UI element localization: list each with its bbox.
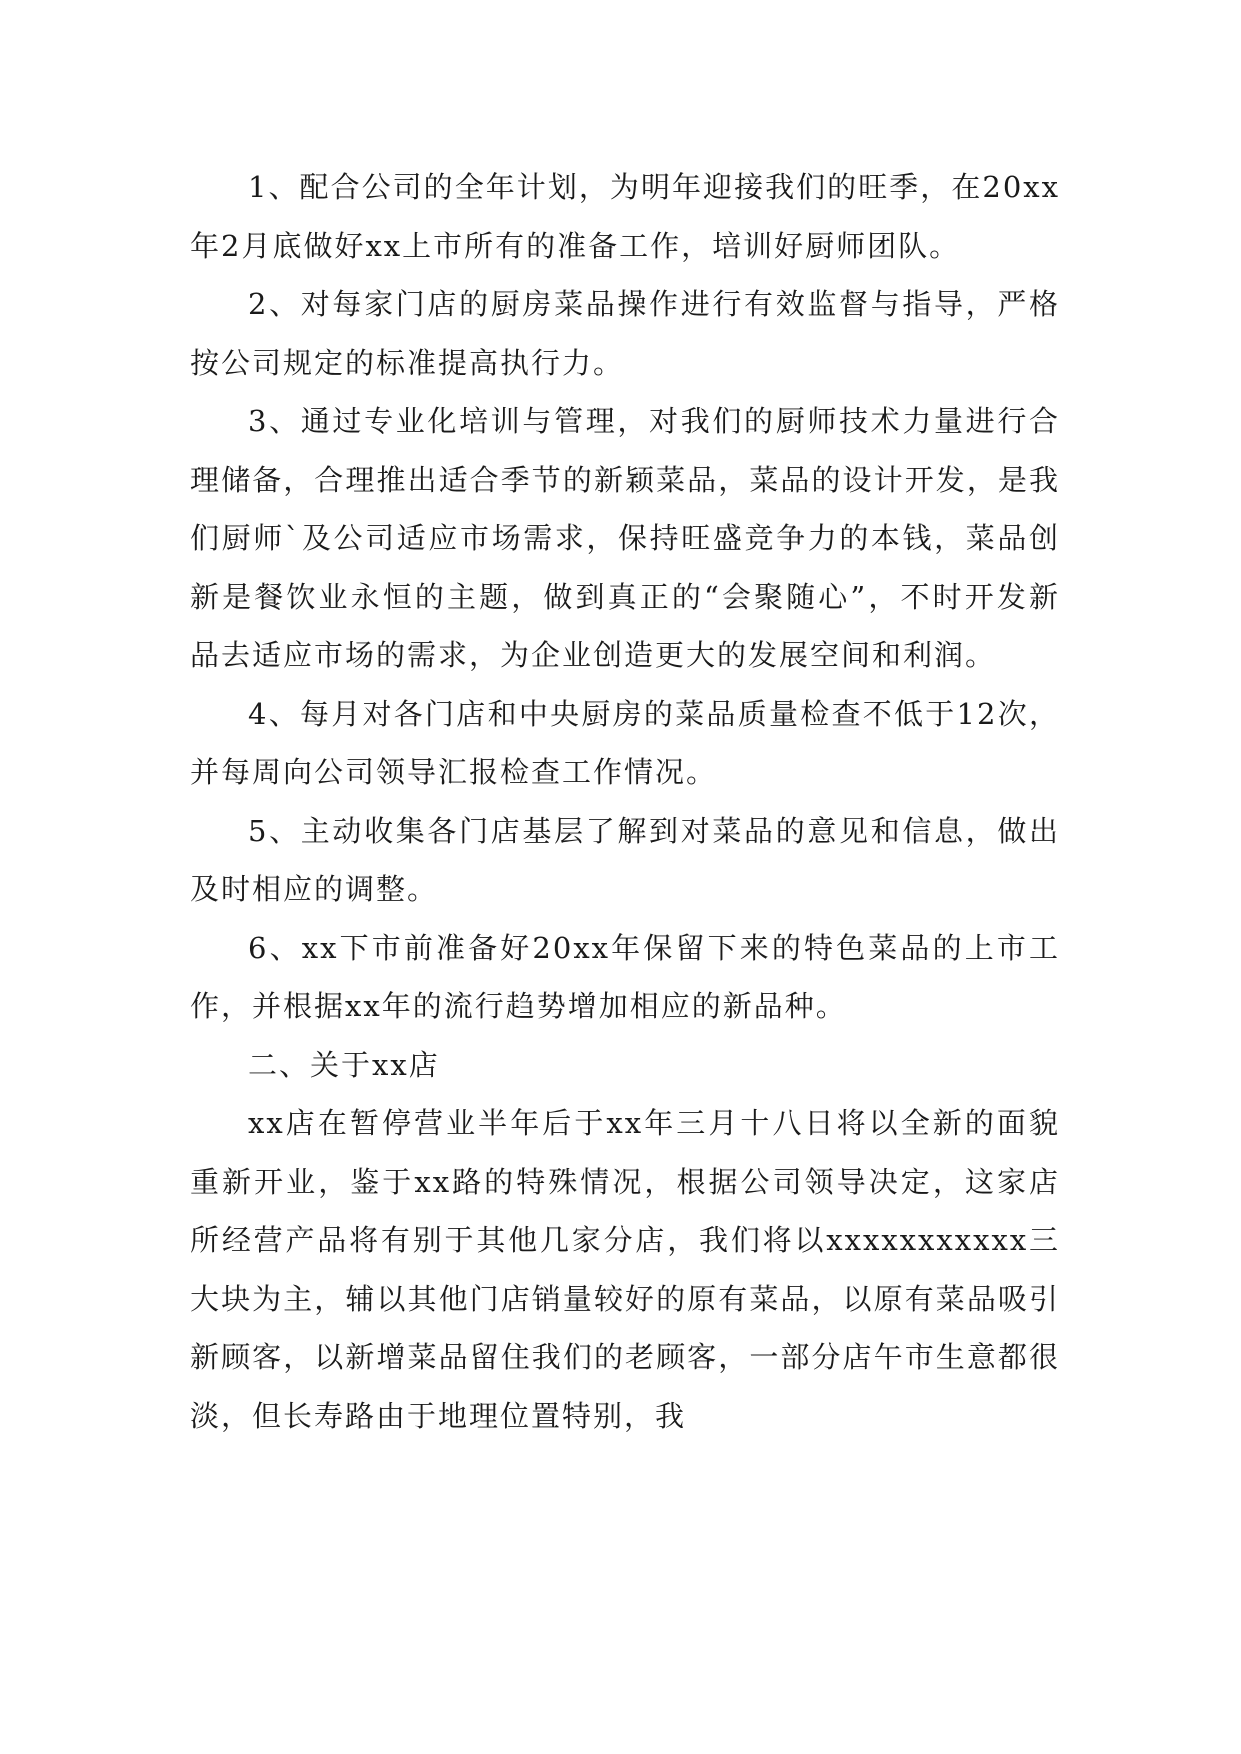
paragraph-4: 4、每月对各门店和中央厨房的菜品质量检查不低于12次，并每周向公司领导汇报检查工作情况。 [190,696,1060,789]
paragraph-7: xx店在暂停营业半年后于xx年三月十八日将以全新的面貌重新开业，鉴于xx路的特殊情况，根据公司领导决定，这家店所经营产品将有别于其他几家分店，我们将以xxxxxxxxxxx三大块为主，辅以其他门店销量较好的原有菜品，以原有菜品吸引新顾客，以新增菜品留住我们的老顾客，一部分店午市生意都很淡，但长寿路由于地理位置特别，我 [190,1106,1060,1433]
document-body [190,158,1060,1445]
paragraph-5: 5、主动收集各门店基层了解到对菜品的意见和信息，做出及时相应的调整。 [190,813,1060,906]
paragraph-6: 6、xx下市前准备好20xx年保留下来的特色菜品的上市工作，并根据xx年的流行趋势增加相应的新品种。 [190,930,1060,1023]
paragraph-3: 3、通过专业化培训与管理，对我们的厨师技术力量进行合理储备，合理推出适合季节的新颖菜品，菜品的设计开发，是我们厨师`及公司适应市场需求，保持旺盛竞争力的本钱，菜品创新是餐饮业永恒的主题，做到真正的“会聚随心”，不时开发新品去适应市场的需求，为企业创造更大的发展空间和利润。 [190,404,1060,672]
section-heading: 二、关于xx店 [248,1047,440,1082]
paragraph-1: 1、配合公司的全年计划，为明年迎接我们的旺季，在20xx年2月底做好xx上市所有的准备工作，培训好厨师团队。 [190,170,1060,263]
paragraph-2: 2、对每家门店的厨房菜品操作进行有效监督与指导，严格按公司规定的标准提高执行力。 [190,287,1060,380]
